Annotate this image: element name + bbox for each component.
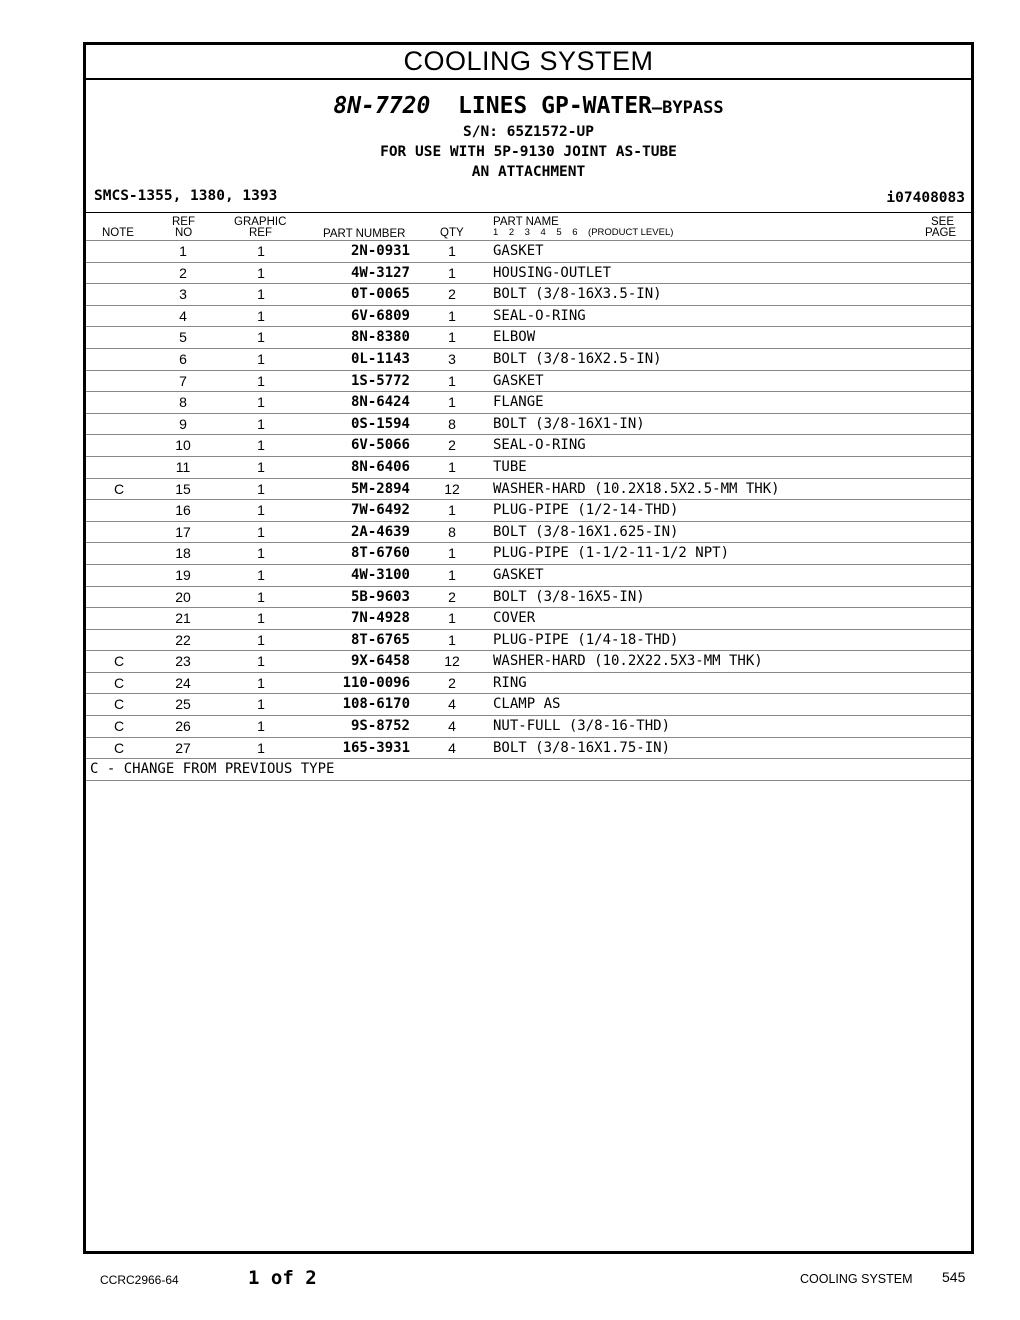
table-row	[86, 500, 971, 522]
table-row	[86, 435, 971, 457]
cell-part-number: 5M-2894	[350, 480, 410, 497]
cell-quantity: 1	[448, 394, 456, 411]
cell-ref-number: 1	[179, 243, 187, 259]
cell-graphic-ref: 1	[257, 329, 265, 346]
table-row	[86, 241, 971, 263]
cell-quantity: 8	[448, 415, 456, 432]
page-number: 545	[942, 1269, 966, 1285]
cell-graphic-ref: 1	[257, 566, 265, 583]
cell-quantity: 1	[448, 631, 456, 648]
cell-ref-number: 8	[179, 394, 187, 411]
cell-graphic-ref: 1	[257, 264, 265, 281]
cell-part-number: 0T-0065	[350, 286, 410, 303]
col-note: NOTE	[102, 227, 134, 239]
group-name: LINES GP-WATER	[458, 93, 652, 119]
cell-quantity: 2	[448, 674, 456, 691]
table-row	[86, 630, 971, 652]
cell-part-name: CLAMP AS	[493, 696, 561, 713]
cell-part-name: GASKET	[493, 243, 544, 259]
cell-graphic-ref: 1	[257, 696, 265, 713]
cell-ref-number: 19	[175, 566, 191, 583]
cell-quantity: 1	[448, 372, 456, 389]
cell-part-name: PLUG-PIPE (1/4-18-THD)	[493, 631, 679, 648]
table-row	[86, 349, 971, 371]
cell-part-name: WASHER-HARD (10.2X22.5X3-MM THK)	[493, 653, 763, 670]
cell-part-number: 165-3931	[342, 739, 410, 756]
cell-quantity: 1	[448, 243, 456, 259]
table-row	[86, 284, 971, 306]
cell-graphic-ref: 1	[257, 653, 265, 670]
cell-ref-number: 9	[179, 415, 187, 432]
col-part-name: PART NAME	[493, 216, 559, 228]
table-row	[86, 608, 971, 630]
cell-part-name: SEAL-O-RING	[493, 307, 586, 324]
cell-quantity: 1	[448, 545, 456, 562]
cell-graphic-ref: 1	[257, 415, 265, 432]
cell-graphic-ref: 1	[257, 610, 265, 627]
cell-ref-number: 17	[175, 523, 191, 540]
cell-quantity: 2	[448, 588, 456, 605]
cell-part-number: 8T-6760	[350, 545, 410, 562]
cell-part-number: 9X-6458	[350, 653, 410, 670]
cell-quantity: 1	[448, 610, 456, 627]
table-row	[86, 371, 971, 393]
cell-part-name: COVER	[493, 610, 536, 627]
cell-ref-number: 10	[175, 437, 191, 454]
cell-ref-number: 3	[179, 286, 187, 303]
cell-graphic-ref: 1	[257, 480, 265, 497]
cell-part-name: PLUG-PIPE (1/2-14-THD)	[493, 502, 679, 519]
cell-graphic-ref: 1	[257, 307, 265, 324]
cell-ref-number: 20	[175, 588, 191, 605]
cell-quantity: 2	[448, 286, 456, 303]
cell-part-number: 2N-0931	[350, 243, 410, 259]
cell-part-number: 2A-4639	[350, 523, 410, 540]
cell-part-name: WASHER-HARD (10.2X18.5X2.5-MM THK)	[493, 480, 780, 497]
cell-part-number: 6V-5066	[350, 437, 410, 454]
cell-part-name: BOLT (3/8-16X1-IN)	[493, 415, 645, 432]
cell-part-number: 8N-6424	[350, 394, 410, 411]
cell-graphic-ref: 1	[257, 523, 265, 540]
cell-part-name: ELBOW	[493, 329, 536, 346]
cell-ref-number: 16	[175, 502, 191, 519]
cell-part-number: 108-6170	[342, 696, 410, 713]
section-title: COOLING SYSTEM	[86, 45, 971, 80]
col-ref-line1: REF	[172, 216, 195, 228]
cell-ref-number: 18	[175, 545, 191, 562]
cell-quantity: 4	[448, 696, 456, 713]
table-row	[86, 306, 971, 328]
cell-graphic-ref: 1	[257, 718, 265, 735]
cell-graphic-ref: 1	[257, 674, 265, 691]
group-name-suffix: –BYPASS	[651, 98, 724, 118]
cell-quantity: 4	[448, 718, 456, 735]
cell-part-number: 8N-8380	[350, 329, 410, 346]
table-row	[86, 587, 971, 609]
cell-graphic-ref: 1	[257, 739, 265, 756]
cell-ref-number: 21	[175, 610, 191, 627]
cell-quantity: 1	[448, 329, 456, 346]
table-row	[86, 673, 971, 695]
cell-note: C	[113, 674, 125, 691]
cell-quantity: 1	[448, 566, 456, 583]
cell-note: C	[113, 480, 125, 497]
cell-part-number: 1S-5772	[350, 372, 410, 389]
attachment-line: AN ATTACHMENT	[471, 164, 586, 180]
cell-part-name: FLANGE	[493, 394, 544, 411]
col-see-line1: SEE	[931, 216, 955, 228]
parts-page-frame	[83, 42, 974, 1254]
illustration-id: i07408083	[886, 190, 965, 206]
document-id: CCRC2966-64	[100, 1273, 179, 1287]
cell-part-number: 0L-1143	[350, 350, 410, 367]
col-ref-line2: NO	[175, 227, 193, 239]
group-part-number: 8N-7720	[333, 93, 431, 119]
cell-graphic-ref: 1	[257, 631, 265, 648]
cell-quantity: 1	[448, 458, 456, 475]
cell-graphic-ref: 1	[257, 545, 265, 562]
cell-part-name: PLUG-PIPE (1-1/2-11-1/2 NPT)	[493, 545, 730, 562]
cell-quantity: 8	[448, 523, 456, 540]
cell-part-number: 8N-6406	[350, 458, 410, 475]
cell-quantity: 2	[448, 437, 456, 454]
smcs-codes: SMCS-1355, 1380, 1393	[94, 188, 278, 204]
cell-part-number: 7W-6492	[350, 502, 410, 519]
table-row	[86, 457, 971, 479]
cell-graphic-ref: 1	[257, 437, 265, 454]
table-row	[86, 522, 971, 544]
cell-note: C	[113, 696, 125, 713]
cell-ref-number: 26	[175, 718, 191, 735]
cell-part-name: BOLT (3/8-16X1.75-IN)	[493, 739, 671, 756]
cell-ref-number: 15	[175, 480, 191, 497]
cell-graphic-ref: 1	[257, 394, 265, 411]
cell-part-name: BOLT (3/8-16X5-IN)	[493, 588, 645, 605]
table-row	[86, 565, 971, 587]
cell-ref-number: 23	[175, 653, 191, 670]
table-row	[86, 263, 971, 285]
cell-graphic-ref: 1	[257, 502, 265, 519]
cell-part-name: TUBE	[493, 458, 527, 475]
cell-part-name: GASKET	[493, 566, 544, 583]
cell-part-name: BOLT (3/8-16X3.5-IN)	[493, 286, 662, 303]
change-footnote: C - CHANGE FROM PREVIOUS TYPE	[86, 759, 971, 781]
cell-note: C	[113, 718, 125, 735]
cell-part-number: 0S-1594	[350, 415, 410, 432]
cell-ref-number: 7	[179, 372, 187, 389]
table-row	[86, 651, 971, 673]
table-row	[86, 414, 971, 436]
cell-ref-number: 22	[175, 631, 191, 648]
cell-part-number: 8T-6765	[350, 631, 410, 648]
footer-section: COOLING SYSTEM	[800, 1272, 913, 1286]
cell-part-name: GASKET	[493, 372, 544, 389]
cell-quantity: 12	[444, 480, 460, 497]
cell-quantity: 12	[444, 653, 460, 670]
cell-ref-number: 24	[175, 674, 191, 691]
table-row	[86, 716, 971, 738]
table-row	[86, 327, 971, 349]
col-see-line2: PAGE	[925, 227, 957, 239]
cell-ref-number: 11	[175, 458, 191, 475]
cell-graphic-ref: 1	[257, 372, 265, 389]
use-with-line: FOR USE WITH 5P-9130 JOINT AS-TUBE	[380, 144, 677, 160]
cell-note: C	[113, 739, 125, 756]
table-row	[86, 543, 971, 565]
table-row	[86, 479, 971, 501]
cell-part-number: 7N-4928	[350, 610, 410, 627]
group-header	[86, 80, 971, 213]
col-graphic-line1: GRAPHIC	[234, 216, 287, 228]
cell-ref-number: 27	[175, 739, 191, 756]
cell-quantity: 1	[448, 264, 456, 281]
cell-part-number: 9S-8752	[350, 718, 410, 735]
cell-part-name: BOLT (3/8-16X1.625-IN)	[493, 523, 679, 540]
cell-quantity: 1	[448, 307, 456, 324]
cell-ref-number: 25	[175, 696, 191, 713]
cell-part-number: 4W-3100	[350, 566, 410, 583]
cell-part-number: 4W-3127	[350, 264, 410, 281]
cell-graphic-ref: 1	[257, 243, 265, 259]
cell-quantity: 1	[448, 502, 456, 519]
col-qty: QTY	[440, 227, 464, 239]
cell-quantity: 4	[448, 739, 456, 756]
col-product-levels: 1 2 3 4 5 6 (PRODUCT LEVEL)	[493, 227, 674, 238]
cell-part-name: RING	[493, 674, 527, 691]
page-of: 1 of 2	[248, 1267, 317, 1289]
cell-graphic-ref: 1	[257, 350, 265, 367]
cell-graphic-ref: 1	[257, 588, 265, 605]
table-row	[86, 392, 971, 414]
col-graphic-line2: REF	[249, 227, 272, 239]
page-footer	[0, 1266, 1020, 1296]
cell-part-name: BOLT (3/8-16X2.5-IN)	[493, 350, 662, 367]
group-title	[86, 93, 971, 119]
cell-part-number: 6V-6809	[350, 307, 410, 324]
cell-quantity: 3	[448, 350, 456, 367]
table-row	[86, 738, 971, 760]
column-headers	[86, 213, 971, 241]
col-part-number: PART NUMBER	[323, 228, 406, 240]
cell-note: C	[113, 653, 125, 670]
cell-part-number: 110-0096	[342, 674, 410, 691]
table-row	[86, 694, 971, 716]
cell-graphic-ref: 1	[257, 458, 265, 475]
cell-ref-number: 5	[179, 329, 187, 346]
parts-list	[86, 241, 971, 759]
cell-ref-number: 6	[179, 350, 187, 367]
serial-number: S/N: 65Z1572-UP	[463, 124, 594, 140]
cell-graphic-ref: 1	[257, 286, 265, 303]
cell-part-name: NUT-FULL (3/8-16-THD)	[493, 718, 671, 735]
cell-ref-number: 2	[179, 264, 187, 281]
cell-part-name: SEAL-O-RING	[493, 437, 586, 454]
cell-ref-number: 4	[179, 307, 187, 324]
cell-part-name: HOUSING-OUTLET	[493, 264, 612, 281]
cell-part-number: 5B-9603	[350, 588, 410, 605]
